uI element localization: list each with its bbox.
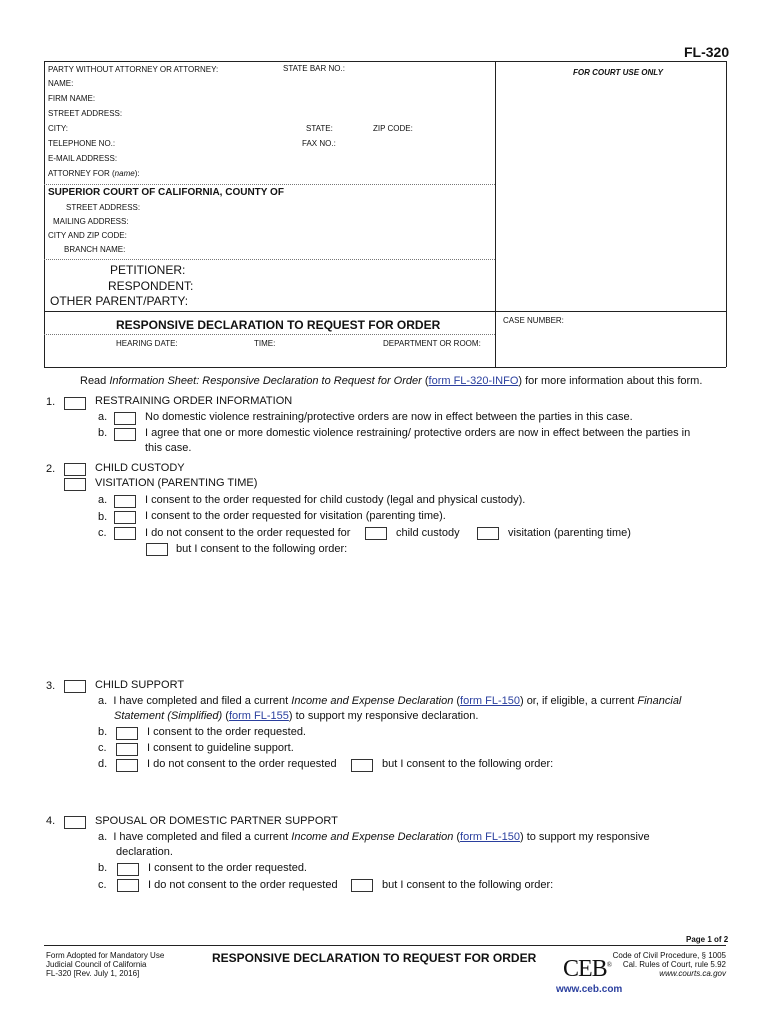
phone-label: TELEPHONE NO.: [48, 139, 116, 148]
section2-c-following-checkbox[interactable] [146, 543, 168, 556]
email-label: E-MAIL ADDRESS: [48, 154, 118, 163]
state-bar-label: STATE BAR NO.: [283, 64, 345, 73]
fax-label: FAX NO.: [302, 139, 336, 148]
section2-number: 2. [46, 463, 56, 475]
section1-number: 1. [46, 396, 56, 408]
section1-b-letter: b. [98, 427, 108, 439]
section2-c-visitation-label: visitation (parenting time) [508, 527, 631, 539]
section3-a-line1: a. I have completed and filed a current Income and Expense Declaration (form FL-150) or, if eligible, a current Financial [98, 695, 682, 707]
section3-a-line2: Statement (Simplified) (form FL-155) to support my responsive declaration. [114, 710, 479, 722]
header-left-border [44, 61, 45, 367]
section1-checkbox[interactable] [64, 397, 86, 410]
section3-checkbox[interactable] [64, 680, 86, 693]
footer-adopted-line1: Form Adopted for Mandatory Use [46, 951, 165, 960]
court-title: SUPERIOR COURT OF CALIFORNIA, COUNTY OF [48, 187, 284, 198]
section4-c-following-checkbox[interactable] [351, 879, 373, 892]
court-street-label: STREET ADDRESS: [66, 203, 141, 212]
fl150-link-spousal[interactable]: form FL-150 [460, 831, 520, 843]
city-label: CITY: [48, 124, 69, 133]
section1-a-text: No domestic violence restraining/protective orders are now in effect between the parties in this case. [145, 411, 633, 423]
time-label: TIME: [254, 339, 276, 348]
section2-a-text: I consent to the order requested for child custody (legal and physical custody). [145, 494, 526, 506]
department-label: DEPARTMENT OR ROOM: [383, 339, 481, 348]
section4-a-line2: declaration. [116, 846, 173, 858]
section4-b-checkbox[interactable] [117, 863, 139, 876]
section3-d-following-text: but I consent to the following order: [382, 758, 554, 770]
header-right-border [726, 61, 727, 367]
firm-label: FIRM NAME: [48, 94, 96, 103]
section3-c-checkbox[interactable] [116, 743, 138, 756]
case-number-label: CASE NUMBER: [503, 316, 564, 325]
section2-b-checkbox[interactable] [114, 511, 136, 524]
section3-d-text: I do not consent to the order requested [147, 758, 337, 770]
header-bottom-border [44, 367, 726, 368]
declaration-top-divider [44, 311, 726, 312]
section3-d-letter: d. [98, 758, 108, 770]
section2-c-text: I do not consent to the order requested for [145, 527, 351, 539]
ceb-website-link[interactable]: www.ceb.com [556, 984, 623, 995]
section2-visitation-checkbox[interactable] [64, 478, 86, 491]
section4-number: 4. [46, 815, 56, 827]
section3-c-letter: c. [98, 742, 107, 754]
header-top-border [44, 61, 726, 62]
section4-title: SPOUSAL OR DOMESTIC PARTNER SUPPORT [95, 815, 338, 827]
footer-adopted-line3: FL-320 [Rev. July 1, 2016] [46, 969, 140, 978]
section3-b-letter: b. [98, 726, 108, 738]
section3-b-text: I consent to the order requested. [147, 726, 306, 738]
attorney-for-label: ATTORNEY FOR (name): [48, 169, 140, 178]
court-mailing-label: MAILING ADDRESS: [53, 217, 129, 226]
hearing-divider [44, 334, 495, 335]
hearing-date-label: HEARING DATE: [116, 339, 178, 348]
ceb-logo: CEB® [563, 956, 612, 982]
section4-b-text: I consent to the order requested. [148, 862, 307, 874]
name-label: NAME: [48, 79, 74, 88]
section2-c-checkbox[interactable] [114, 527, 136, 540]
section4-a-line1: a. I have completed and filed a current Income and Expense Declaration (form FL-150) to support my responsive [98, 831, 650, 843]
footer-adopted-line2: Judicial Council of California [46, 960, 147, 969]
section2-c-custody-checkbox[interactable] [365, 527, 387, 540]
section3-b-checkbox[interactable] [116, 727, 138, 740]
section2-c-custody-label: child custody [396, 527, 460, 539]
court-top-divider [44, 184, 495, 185]
section2-c-letter: c. [98, 527, 107, 539]
section2-title-custody: CHILD CUSTODY [95, 462, 185, 474]
zip-label: ZIP CODE: [373, 124, 413, 133]
page-number: Page 1 of 2 [686, 935, 729, 944]
section4-c-following-text: but I consent to the following order: [382, 879, 554, 891]
section3-title: CHILD SUPPORT [95, 679, 185, 691]
petitioner-label: PETITIONER: [110, 263, 186, 277]
footer-title: RESPONSIVE DECLARATION TO REQUEST FOR ORDER [212, 951, 537, 965]
section3-number: 3. [46, 680, 56, 692]
section1-b-text-cont: this case. [145, 442, 192, 454]
fl150-link[interactable]: form FL-150 [460, 695, 520, 707]
court-use-divider [495, 61, 496, 367]
section1-a-letter: a. [98, 411, 108, 423]
section1-b-checkbox[interactable] [114, 428, 136, 441]
court-branch-label: BRANCH NAME: [64, 245, 126, 254]
section1-title: RESTRAINING ORDER INFORMATION [95, 395, 293, 407]
state-label: STATE: [306, 124, 333, 133]
parties-top-divider [44, 259, 495, 260]
section4-c-letter: c. [98, 879, 107, 891]
section4-c-text: I do not consent to the order requested [148, 879, 338, 891]
footer-code-line1: Code of Civil Procedure, § 1005 [612, 951, 726, 960]
section2-a-letter: a. [98, 494, 108, 506]
section4-b-letter: b. [98, 862, 108, 874]
street-label: STREET ADDRESS: [48, 109, 123, 118]
footer-code-line3: www.courts.ca.gov [659, 969, 726, 978]
form-number: FL-320 [684, 44, 730, 60]
section2-b-letter: b. [98, 511, 108, 523]
section3-d-following-checkbox[interactable] [351, 759, 373, 772]
section4-checkbox[interactable] [64, 816, 86, 829]
section1-b-text: I agree that one or more domestic violence restraining/ protective orders are now in effect between the parties in [145, 427, 691, 439]
section3-c-text: I consent to guideline support. [147, 742, 294, 754]
court-use-label: FOR COURT USE ONLY [573, 68, 663, 77]
footer-divider [44, 945, 726, 946]
footer-code-line2: Cal. Rules of Court, rule 5.92 [622, 960, 726, 969]
section2-c-visitation-checkbox[interactable] [477, 527, 499, 540]
section2-custody-checkbox[interactable] [64, 463, 86, 476]
declaration-title: RESPONSIVE DECLARATION TO REQUEST FOR ORDER [116, 318, 441, 332]
section2-c-following-text: but I consent to the following order: [176, 543, 348, 555]
court-city-zip-label: CITY AND ZIP CODE: [48, 231, 127, 240]
section2-b-text: I consent to the order requested for visitation (parenting time). [145, 510, 446, 522]
section2-a-checkbox[interactable] [114, 495, 136, 508]
respondent-label: RESPONDENT: [108, 279, 194, 293]
section4-c-checkbox[interactable] [117, 879, 139, 892]
fl155-link[interactable]: form FL-155 [228, 710, 289, 722]
section1-a-checkbox[interactable] [114, 412, 136, 425]
section2-title-visitation: VISITATION (PARENTING TIME) [95, 477, 258, 489]
other-parent-label: OTHER PARENT/PARTY: [50, 294, 189, 308]
info-form-link[interactable]: form FL-320-INFO [428, 375, 519, 387]
party-label: PARTY WITHOUT ATTORNEY OR ATTORNEY: [48, 65, 219, 74]
section3-d-checkbox[interactable] [116, 759, 138, 772]
intro-line: Read Information Sheet: Responsive Declaration to Request for Order (form FL-320-INFO) for more information about this form. [80, 375, 703, 387]
